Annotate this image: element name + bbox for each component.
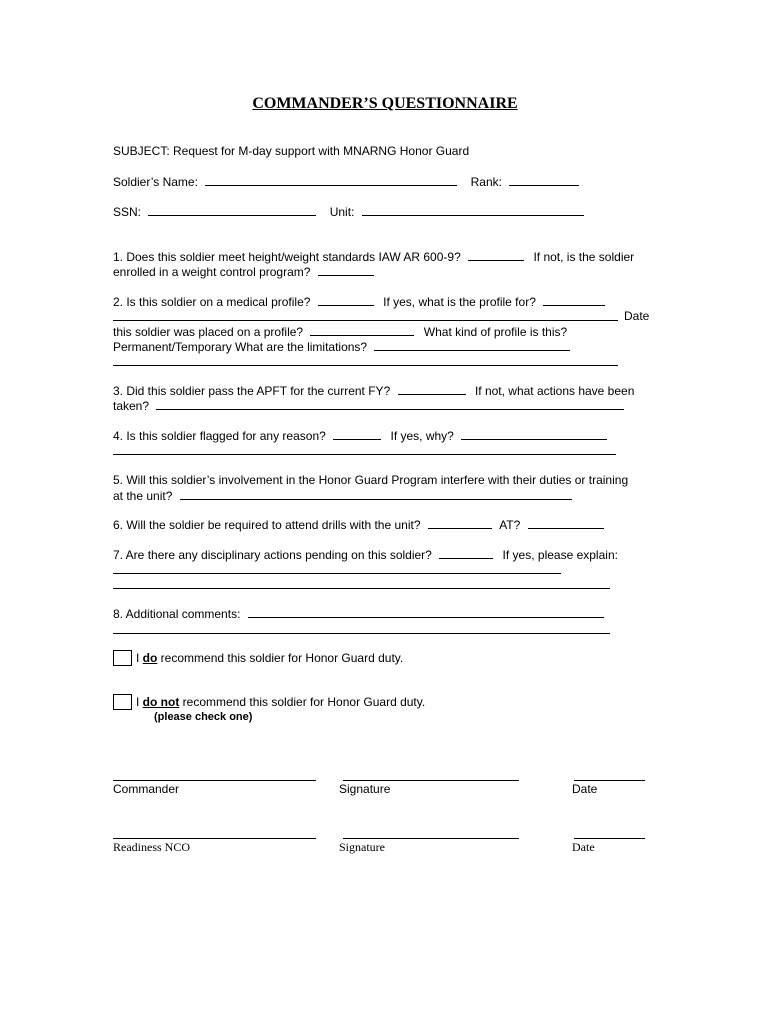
question-3-followup: If not, what actions have been xyxy=(474,384,635,398)
question-3-followup-text: taken? xyxy=(113,399,150,413)
question-7-explain-line-2[interactable] xyxy=(113,588,610,589)
question-6-line-1 xyxy=(113,517,604,533)
question-5-line-2 xyxy=(113,488,572,504)
commander-date-line[interactable] xyxy=(574,780,645,781)
commander-signature-label: Signature xyxy=(339,782,391,796)
question-1-answer[interactable] xyxy=(468,249,524,261)
commander-date-label: Date xyxy=(572,782,598,796)
question-3-line-1 xyxy=(113,383,634,399)
question-3-text: 3. Did this soldier pass the APFT for the current FY? xyxy=(113,384,391,398)
readiness-nco-label: Readiness NCO xyxy=(113,840,190,854)
question-1-line-2 xyxy=(113,264,374,280)
question-4-answer[interactable] xyxy=(333,428,381,440)
question-6-text: 6. Will the soldier be required to attend drills with the unit? xyxy=(113,518,421,532)
question-4-line-1 xyxy=(113,428,607,444)
question-6-drills-answer[interactable] xyxy=(428,517,492,529)
question-8-text: 8. Additional comments: xyxy=(113,607,241,621)
recommend-do-not-emphasis: do not xyxy=(142,695,180,709)
ssn-field[interactable] xyxy=(148,204,316,216)
unit-label: Unit: xyxy=(329,205,355,219)
question-4-followup: If yes, why? xyxy=(390,429,454,443)
question-5-followup-text: at the unit? xyxy=(113,489,173,503)
readiness-nco-signature-label: Signature xyxy=(339,840,385,854)
commander-label: Commander xyxy=(113,782,180,796)
question-2-followup: If yes, what is the profile for? xyxy=(383,295,536,309)
question-5-line-1: 5. Will this soldier’s involvement in the Honor Guard Program interfere with their duties or training xyxy=(113,473,629,487)
page-title: COMMANDER’S QUESTIONNAIRE xyxy=(252,95,518,112)
readiness-nco-date-label: Date xyxy=(572,840,595,854)
ssn-label: SSN: xyxy=(113,205,142,219)
question-2-answer[interactable] xyxy=(318,294,374,306)
question-1-followup: If not, is the soldier xyxy=(533,250,635,264)
question-4-followup-answer[interactable] xyxy=(461,428,607,440)
commander-signature-line[interactable] xyxy=(113,780,316,781)
question-2-answer-line[interactable] xyxy=(113,320,618,321)
question-4-text: 4. Is this soldier flagged for any reason? xyxy=(113,429,326,443)
recommend-do-label: I do recommend this soldier for Honor Guard duty. xyxy=(136,651,404,665)
question-1-text: 1. Does this soldier meet height/weight standards IAW AR 600-9? xyxy=(113,250,461,264)
question-2-kind-text: What kind of profile is this? xyxy=(423,325,568,339)
readiness-nco-signature-line[interactable] xyxy=(113,838,316,839)
question-8-line-1 xyxy=(113,606,604,622)
question-2-line-1 xyxy=(113,294,605,310)
question-2-line-4 xyxy=(113,339,570,355)
question-2-limitations-text: Permanent/Temporary What are the limitations? xyxy=(113,340,368,354)
question-1-followup-answer[interactable] xyxy=(318,264,374,276)
readiness-nco-signature-line-2[interactable] xyxy=(343,838,519,839)
question-3-line-2 xyxy=(113,398,624,414)
question-4-extra-line[interactable] xyxy=(113,454,616,455)
rank-label: Rank: xyxy=(470,175,502,189)
soldier-name-field[interactable] xyxy=(205,174,457,186)
question-3-answer[interactable] xyxy=(398,383,466,395)
question-7-line-1 xyxy=(113,547,618,563)
ssn-unit-row xyxy=(113,204,584,220)
question-6-at-answer[interactable] xyxy=(528,517,604,529)
question-2-extra-line[interactable] xyxy=(113,365,618,366)
question-7-followup: If yes, please explain: xyxy=(502,548,618,562)
recommend-do-emphasis: do xyxy=(142,651,158,665)
question-2-date-label: Date xyxy=(624,309,650,323)
question-3-followup-answer[interactable] xyxy=(156,398,624,410)
readiness-nco-date-line[interactable] xyxy=(574,838,645,839)
soldier-name-label: Soldier’s Name: xyxy=(113,175,198,189)
rank-field[interactable] xyxy=(509,174,579,186)
question-2-date-answer[interactable] xyxy=(310,324,414,336)
question-1-followup-text: enrolled in a weight control program? xyxy=(113,265,311,279)
question-7-text: 7. Are there any disciplinary actions pending on this soldier? xyxy=(113,548,432,562)
question-2-profile-answer[interactable] xyxy=(543,294,605,306)
unit-field[interactable] xyxy=(362,204,584,216)
question-7-answer[interactable] xyxy=(439,547,493,559)
question-2-date-text: this soldier was placed on a profile? xyxy=(113,325,304,339)
subject-line: SUBJECT: Request for M-day support with MNARNG Honor Guard xyxy=(113,144,470,158)
commander-signature-line-2[interactable] xyxy=(343,780,519,781)
question-1-line-1 xyxy=(113,249,634,265)
question-2-text: 2. Is this soldier on a medical profile? xyxy=(113,295,311,309)
question-7-explain-line-1[interactable] xyxy=(113,573,561,574)
question-2-line-3 xyxy=(113,324,567,340)
recommend-do-not-label: I do not recommend this soldier for Honor Guard duty. xyxy=(136,695,426,709)
question-2-limitations-answer[interactable] xyxy=(374,339,570,351)
soldier-name-row xyxy=(113,174,579,190)
recommend-do-not-checkbox[interactable] xyxy=(113,694,132,710)
recommend-do-checkbox[interactable] xyxy=(113,650,132,666)
question-6-at-label: AT? xyxy=(499,518,521,532)
check-one-note: (please check one) xyxy=(154,711,253,723)
question-5-answer[interactable] xyxy=(180,488,572,500)
question-8-answer[interactable] xyxy=(248,606,604,618)
question-8-extra-line[interactable] xyxy=(113,633,610,634)
